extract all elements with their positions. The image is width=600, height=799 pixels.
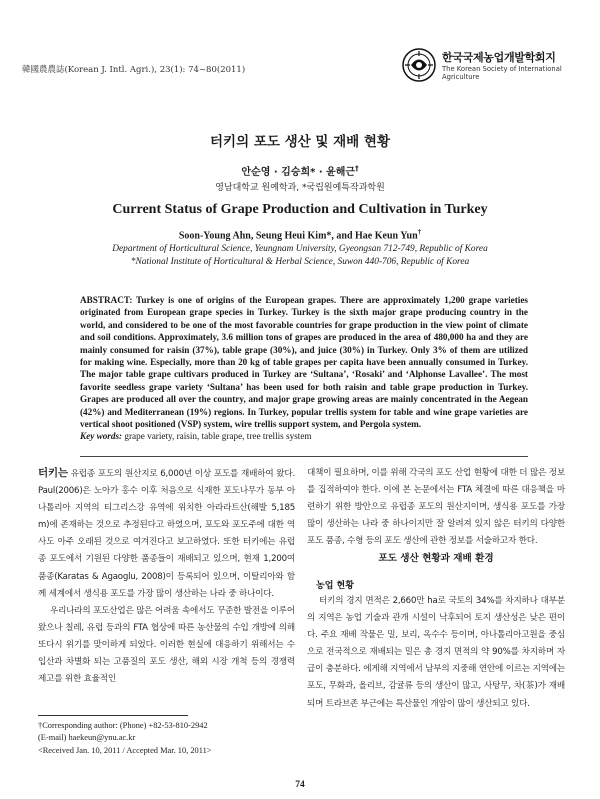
affiliation-english: Department of Horticultural Science, Yeungnam University, Gyeongsan 712-749, Republic of Korea *National Institute of Horticultural & Herbal Science, Suwon 440-706, Republic of Korea <box>112 244 488 267</box>
intro-paragraph-3: 대책이 필요하며, 이를 위해 각국의 포도 산업 현황에 대한 더 많은 정보를 집적하여야 한다. 이에 본 논문에서는 FTA 체결에 따른 대응책을 마련하기 위한 방안으로 유럽종 포도의 원산지이며, 생식용 포도를 가장 많이 생산하는 나라 중 하나이지만 잘 알려져 있지 않은 터키의 다양한 포도 품종, 수형 등의 포도 생산에 관한 정보를 서술하고자 한다. <box>307 468 565 547</box>
journal-citation: 韓國農農誌(Korean J. Intl. Agri.), 23(1): 74~80(2011) <box>22 65 246 75</box>
abstract-section <box>80 294 528 454</box>
authors-english: Soon-Young Ahn, Seung Heui Kim*, and Hae Keun Yun† <box>178 228 422 242</box>
footnote-divider <box>38 715 188 716</box>
society-logo <box>402 46 572 92</box>
received-dates: <Received Jan. 10, 2011 / Accepted Mar. 10, 2011> <box>38 745 212 755</box>
society-name-english: The Korean Society of International Agriculture <box>442 65 562 81</box>
society-emblem-icon <box>402 48 436 82</box>
author-email: (E-mail) haekeun@ynu.ac.kr <box>38 733 136 743</box>
left-column <box>38 465 295 688</box>
keywords: Key words: grape variety, raisin, table grape, tree trellis system <box>80 431 312 442</box>
right-column-bottom <box>307 593 565 713</box>
abstract-text: ABSTRACT: Turkey is one of origins of the European grapes. There are approximately 1,200 grape varieties originated from European grape species in Turkey. Turkey is the sixth major grape producing country in the world, and considered to be one of the most favorable countries for grape production in the view point of climate and soil conditions. Approximately, 3.6 million tons of grapes are produced in the area of 480,000 ha and they are mainly consumed for raisin (37%), table grape (30%), and juice (30%) in Turkey. Only 3% of them are utilized for making wine. Especially, more than 20 kg of table grapes per capita have been annually consumed in Turkey. The major table grape cultivars produced in Turkey are ‘Sultana’, ‘Rosaki’ and ‘Alphonse Lavallee’. The most favorite seedless grape variety ‘Sultana’ has been used for both raisin and table grape production in Turkey. Grapes are produced all over the country, and major grape growing areas are mainly concentrated in the Aegean (42%) and Mediterranean (19%) regions. In Turkey, popular trellis system for table and wine grape varieties are vertical shoot positioned (VSP) system, wire trellis support system, and Pergola system. <box>80 295 528 430</box>
corresponding-author: †Corresponding author: (Phone) +82-53-810-2942 <box>38 721 208 730</box>
intro-paragraph-2: 우리나라의 포도산업은 많은 어려움 속에서도 꾸준한 발전을 이루어 왔으나 칠레, 유럽 등과의 FTA 협상에 따른 농산물의 수입 개방에 의해 또다시 위기를 맞이하게 되었다. 이러한 현실에 대응하기 위해서는 수입산과 차별화 되는 고품질의 포도 생산, 해외 시장 개척 등의 경쟁력 제고를 위한 효율적인 <box>38 605 295 685</box>
abstract-divider <box>80 456 528 457</box>
subsection-heading: 농업 현황 <box>316 581 354 591</box>
authors-korean: 안순영 · 김승희* · 윤해근† <box>241 164 359 178</box>
intro-paragraph-1: 터키는 유럽종 포도의 원산지로 6,000년 이상 포도를 재배하여 왔다. Paul(2006)은 노아가 홍수 이후 처음으로 식재한 포도나무가 동부 아나톨리아 지역의 티그리스강 유역에 위치한 아라라트산(해발 5,185 m)에 존재하는 것으로 추정된다고 하였으며, 포도와 포도주에 대한 역사도 아주 오래된 것으로 여겨진다고 보고하였다. 또한 터키에는 유럽종 포도에서 기원된 다양한 품종들이 재배되고 있으며, 현재 1,200여 품종(Karatas & Agaoglu, 2008)이 등록되어 있으며, 이탈리아와 함께 세계에서 생식용 포도를 가장 많이 생산하는 나라 중 하나이다. <box>38 467 295 599</box>
title-english: Current Status of Grape Production and Cultivation in Turkey <box>112 202 488 217</box>
section-heading: 포도 생산 현황과 재배 환경 <box>378 553 494 564</box>
footnotes <box>38 720 212 757</box>
page-number: 74 <box>295 780 305 790</box>
society-name-korean: 한국국제농업개발학회지 <box>442 51 556 64</box>
affiliation-korean: 영남대학교 원예학과, *국립원예특작과학원 <box>215 183 385 193</box>
right-column-top <box>307 465 565 550</box>
agriculture-paragraph: 터키의 경지 면적은 2,660만 ha로 국토의 34%를 차지하나 대부분의 지역은 농업 기술과 관개 시설이 낙후되어 토지 생산성은 낮은 편이다. 주요 재배 작물은 밀, 보리, 옥수수 등이며, 아나톨리아고원을 중심으로 전국적으로 재배되는 밀은 총 경지 면적의 약 90%를 차지하며 자급이 충분하다. 에게해 지역에서 남부의 지중해 연안에 이르는 지역에는 포도, 무화과, 올리브, 감귤류 등의 생산이 많고, 사탕무, 차(茶)가 재배되며 트라브존 부근에는 특산물인 개암이 많이 생산되고 있다. <box>307 596 565 709</box>
title-korean: 터키의 포도 생산 및 재배 현황 <box>210 134 390 150</box>
